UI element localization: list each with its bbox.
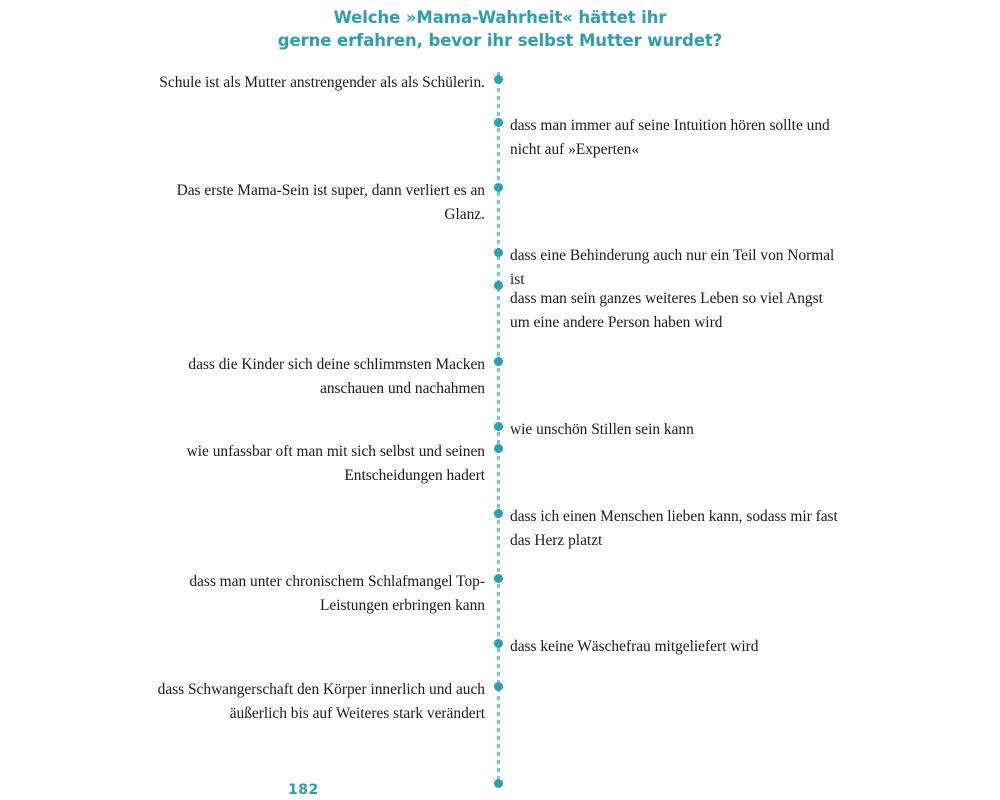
timeline-entry: wie unfassbar oft man mit sich selbst und seinen Entscheidungen hadert bbox=[186, 443, 485, 484]
timeline-dot bbox=[494, 75, 503, 84]
timeline-dot bbox=[494, 183, 503, 192]
timeline-entry: dass man unter chronischem Schlafmangel Top-Leistungen erbringen kann bbox=[189, 573, 485, 614]
timeline-dot bbox=[494, 422, 503, 431]
timeline-dot bbox=[494, 357, 503, 366]
timeline-entry: wie unschön Stillen sein kann bbox=[510, 421, 694, 438]
timeline-entry: Schule ist als Mutter anstrengender als als Schülerin. bbox=[159, 74, 485, 91]
timeline-entry: Das erste Mama-Sein ist super, dann verliert es an Glanz. bbox=[176, 182, 485, 223]
timeline-dot bbox=[494, 779, 503, 788]
timeline-entry: dass eine Behinderung auch nur ein Teil von Normal ist bbox=[510, 247, 835, 288]
timeline-dot bbox=[494, 574, 503, 583]
timeline-entry: dass die Kinder sich deine schlimmsten Macken anschauen und nachahmen bbox=[188, 356, 485, 397]
timeline-entry: dass man sein ganzes weiteres Leben so viel Angst um eine andere Person haben wird bbox=[510, 290, 823, 331]
timeline-dot bbox=[494, 639, 503, 648]
timeline-dot bbox=[494, 682, 503, 691]
page-title-line-2: gerne erfahren, bevor ihr selbst Mutter wurdet? bbox=[277, 31, 723, 51]
timeline-entry: dass ich einen Menschen lieben kann, sodass mir fast das Herz platzt bbox=[510, 508, 838, 549]
timeline-dot bbox=[494, 281, 503, 290]
timeline-dot bbox=[494, 444, 503, 453]
page-title bbox=[260, 6, 740, 53]
page-number: 182 bbox=[288, 782, 319, 798]
timeline-dot bbox=[494, 509, 503, 518]
timeline-entry: dass Schwangerschaft den Körper innerlich und auch äußerlich bis auf Weiteres stark verändert bbox=[157, 681, 485, 722]
timeline-dot bbox=[494, 118, 503, 127]
page-title-line-1: Welche »Mama-Wahrheit« hättet ihr bbox=[333, 8, 667, 27]
timeline-dot bbox=[494, 248, 503, 257]
timeline-entry: dass man immer auf seine Intuition hören sollte und nicht auf »Experten« bbox=[510, 117, 830, 158]
timeline-entry: dass keine Wäschefrau mitgeliefert wird bbox=[510, 638, 759, 655]
